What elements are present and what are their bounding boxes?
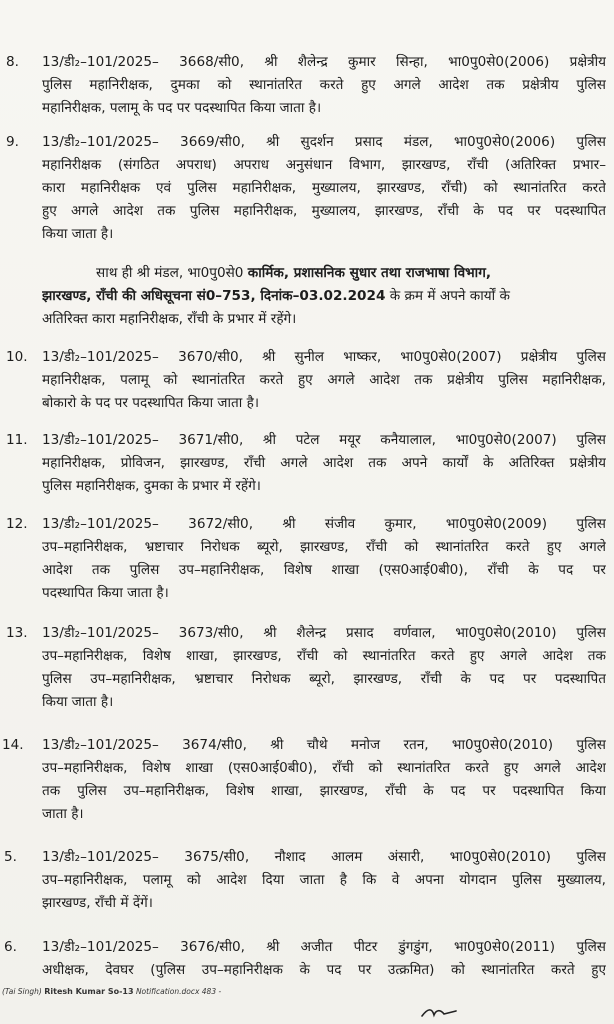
- item-number: 13.: [6, 625, 28, 641]
- item-line: उप–महानिरीक्षक, विशेष शाखा, झारखण्ड, राँची को स्थानांतरित करते हुए अगले आदेश तक: [42, 648, 606, 664]
- item-line: 13/डी₂–101/2025– 3673/सी0, श्री शैलेन्द्र प्रसाद वर्णवाल, भा0पु0से0(2010) पुलिस: [42, 625, 606, 641]
- item-number: 10.: [6, 349, 28, 365]
- item-line: कारा महानिरीक्षक एवं पुलिस महानिरीक्षक, मुख्यालय, झारखण्ड, राँची) को स्थानांतरित करते: [42, 180, 606, 196]
- item-line: झारखण्ड, राँची में देंगें।: [42, 895, 153, 911]
- item-number: 8.: [6, 54, 19, 70]
- item-line: उप–महानिरीक्षक, भ्रष्टाचार निरोधक ब्यूरो, झारखण्ड, राँची को स्थानांतरित करते हुए अगले: [42, 539, 606, 555]
- item-line: 13/डी₂–101/2025– 3674/सी0, श्री चौथे मनोज रतन, भा0पु0से0(2010) पुलिस: [42, 737, 606, 753]
- paragraph-text: के क्रम में अपने कार्यों के: [385, 288, 510, 304]
- continuation-paragraph: [42, 262, 606, 331]
- item-line: महानिरीक्षक, पलामू को स्थानांतरित करते हुए अगले आदेश तक प्रक्षेत्रीय पुलिस महानिरीक्षक,: [42, 372, 606, 388]
- item-line: 13/डी₂–101/2025– 3671/सी0, श्री पटेल मयूर कनैयालाल, भा0पु0से0(2007) पुलिस: [42, 432, 606, 448]
- footer-prefix: (Tai Singh): [2, 987, 42, 996]
- item-line: पुलिस महानिरीक्षक, दुमका के प्रभार में रहेंगे।: [42, 478, 261, 494]
- item-line: जाता है।: [42, 806, 84, 822]
- item-line: पदस्थापित किया जाता है।: [42, 585, 169, 601]
- item-line: उप–महानिरीक्षक, विशेष शाखा (एस0आई0बी0), राँची को स्थानांतरित करते हुए अगले आदेश: [42, 760, 606, 776]
- item-number: 11.: [6, 432, 28, 448]
- paragraph-text: अतिरिक्त कारा महानिरीक्षक, राँची के प्रभार में रहेंगे।: [42, 311, 297, 327]
- item-line: हुए अगले आदेश तक पुलिस महानिरीक्षक, मुख्यालय, झारखण्ड, राँची के पद पर पदस्थापित: [42, 203, 606, 219]
- footer-reference: [2, 987, 221, 996]
- item-line: 13/डी₂–101/2025– 3670/सी0, श्री सुनील भाष्कर, भा0पु0से0(2007) प्रक्षेत्रीय पुलिस: [42, 349, 606, 365]
- item-line: 13/डी₂–101/2025– 3669/सी0, श्री सुदर्शन प्रसाद मंडल, भा0पु0से0(2006) पुलिस: [42, 134, 606, 150]
- item-line: महानिरीक्षक (संगठित अपराध) अपराध अनुसंधान विभाग, झारखण्ड, राँची (अतिरिक्त प्रभार–: [42, 157, 606, 173]
- item-line: पुलिस उप–महानिरीक्षक, भ्रष्टाचार निरोधक ब्यूरो, झारखण्ड, राँची के पद पर पदस्थापित: [42, 671, 606, 687]
- item-line: महानिरीक्षक, प्रोविजन, झारखण्ड, राँची अगले आदेश तक अपने कार्यों के अतिरिक्त प्रक्षेत्रीय: [42, 455, 606, 471]
- paragraph-bold-text: झारखण्ड, राँची की अधिसूचना सं0–753, दिनांक–03.02.2024: [42, 288, 386, 304]
- item-line: आदेश तक पुलिस उप–महानिरीक्षक, विशेष शाखा (एस0आई0बी0), राँची के पद पर: [42, 562, 606, 578]
- item-line: महानिरीक्षक, पलामू के पद पर पदस्थापित किया जाता है।: [42, 100, 322, 116]
- item-line: तक पुलिस उप–महानिरीक्षक, विशेष शाखा, झारखण्ड, राँची के पद पर पदस्थापित किया: [42, 783, 606, 799]
- paragraph-text: साथ ही श्री मंडल, भा0पु0से0: [96, 265, 248, 281]
- item-line: किया जाता है।: [42, 226, 114, 242]
- signature-mark: [420, 1006, 460, 1020]
- item-number: 5.: [4, 849, 17, 865]
- footer-ref: Ritesh Kumar So-13: [44, 987, 134, 996]
- item-number: 14.: [2, 737, 24, 753]
- item-line: पुलिस महानिरीक्षक, दुमका को स्थानांतरित करते हुए अगले आदेश तक प्रक्षेत्रीय पुलिस: [42, 77, 606, 93]
- item-number: 9.: [6, 134, 19, 150]
- item-line: 13/डी₂–101/2025– 3676/सी0, श्री अजीत पीटर डुंगडुंग, भा0पु0से0(2011) पुलिस: [42, 939, 606, 955]
- item-line: किया जाता है।: [42, 694, 114, 710]
- footer-suffix: Notification.docx 483 -: [135, 987, 222, 996]
- item-line: 13/डी₂–101/2025– 3672/सी0, श्री संजीव कुमार, भा0पु0से0(2009) पुलिस: [42, 516, 606, 532]
- item-line: अधीक्षक, देवघर (पुलिस उप–महानिरीक्षक के पद पर उत्क्रमित) को स्थानांतरित करते हुए: [42, 962, 606, 978]
- item-line: 13/डी₂–101/2025– 3668/सी0, श्री शैलेन्द्र कुमार सिन्हा, भा0पु0से0(2006) प्रक्षेत्रीय: [42, 54, 606, 70]
- item-line: 13/डी₂–101/2025– 3675/सी0, नौशाद आलम अंसारी, भा0पु0से0(2010) पुलिस: [42, 849, 606, 865]
- item-number: 12.: [6, 516, 28, 532]
- item-number: 6.: [4, 939, 17, 955]
- item-line: उप–महानिरीक्षक, पलामू को आदेश दिया जाता है कि वे अपना योगदान पुलिस मुख्यालय,: [42, 872, 606, 888]
- paragraph-bold-text: कार्मिक, प्रशासनिक सुधार तथा राजभाषा विभाग,: [247, 265, 492, 281]
- item-line: बोकारो के पद पर पदस्थापित किया जाता है।: [42, 395, 259, 411]
